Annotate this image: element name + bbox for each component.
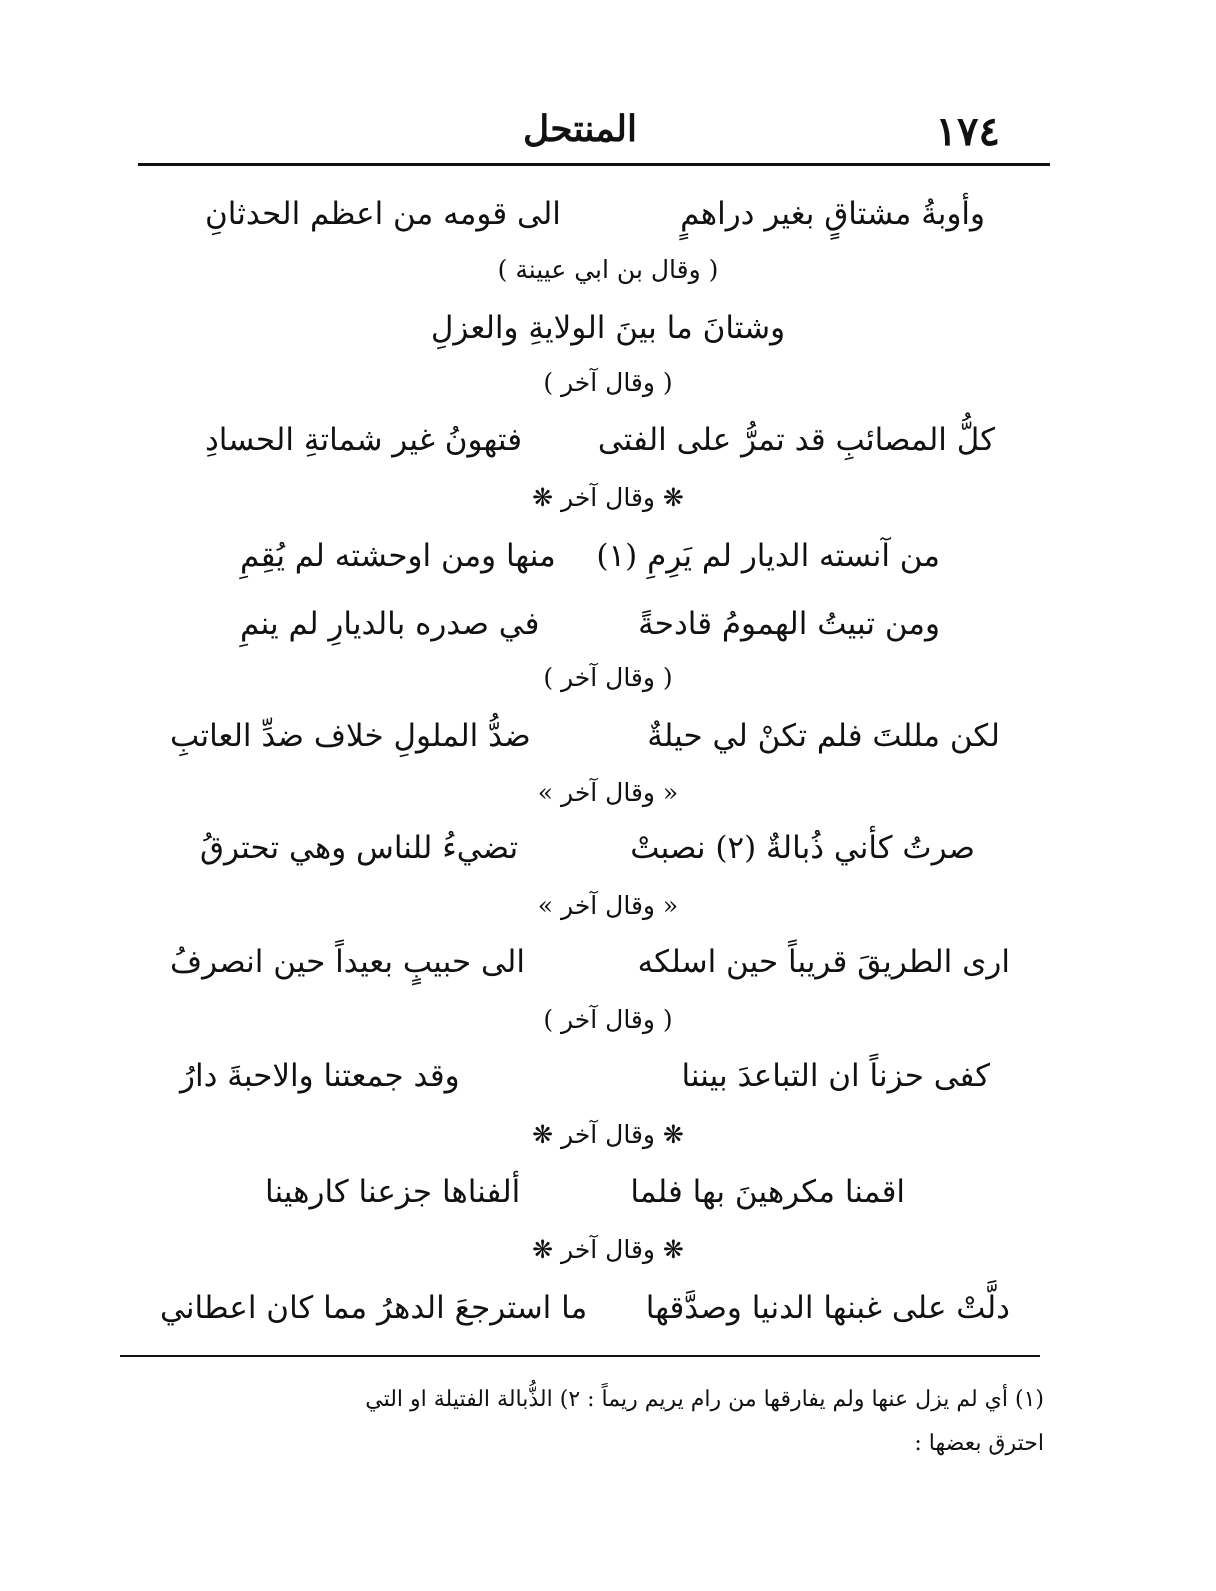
verse-line (240, 598, 940, 650)
attribution-heading: ❋ وقال آخر ❋ (532, 483, 684, 512)
verse-second-hemistich: الى قومه من اعظم الحدثانِ (205, 196, 561, 232)
running-title: المنتحل (522, 108, 637, 150)
verse-second-hemistich: منها ومن اوحشته لم يُقِمِ (240, 538, 556, 574)
footnote-line: احترق بعضها : (914, 1431, 1044, 1456)
attribution-heading: ( وقال آخر ) (543, 1005, 673, 1034)
verse-line (200, 822, 975, 874)
verse-line (160, 1282, 1010, 1334)
verse-first-hemistich: ومن تبيتُ الهمومُ قادحةً (638, 606, 940, 642)
footnote-line: (١) أي لم يزل عنها ولم يفارقها من رام يريم ريماً : ٢) الذُّبالة الفتيلة او التي (365, 1387, 1044, 1412)
verse-first-hemistich: ارى الطريقَ قريباً حين اسلكه (637, 944, 1010, 980)
verse-second-hemistich: ألفناها جزعنا كارهينا (265, 1174, 521, 1210)
attribution-heading: ( وقال آخر ) (543, 368, 673, 397)
footnotes (112, 1378, 1044, 1466)
single-hemistich-verse: وشتانَ ما بينَ الولايةِ والعزلِ (430, 310, 786, 346)
footnote-rule (120, 1355, 1040, 1357)
verse-first-hemistich: من آنسته الديار لم يَرِمِ (١) (596, 538, 940, 574)
attribution-heading: ❋ وقال آخر ❋ (532, 1120, 684, 1149)
attribution-heading: ( وقال بن ابي عيينة ) (497, 255, 719, 284)
verse-first-hemistich: صرتُ كأني ذُبالةٌ (٢) نصبتْ (630, 830, 975, 866)
attribution-heading: ❋ وقال آخر ❋ (532, 1235, 684, 1264)
verse-second-hemistich: الى حبيبٍ بعيداً حين انصرفُ (170, 944, 525, 980)
verse-second-hemistich: ما استرجعَ الدهرُ مما كان اعطاني (160, 1290, 588, 1326)
verse-line (265, 1166, 905, 1218)
verse-second-hemistich: فتهونُ غير شماتةِ الحسادِ (205, 422, 523, 458)
verse-second-hemistich: في صدره بالديارِ لم ينمِ (240, 606, 540, 642)
verse-second-hemistich: وقد جمعتنا والاحبةَ دارُ (180, 1058, 460, 1094)
page-number: ١٧٤ (935, 108, 1000, 155)
verse-first-hemistich: اقمنا مكرهينَ بها فلما (630, 1174, 905, 1210)
verse-first-hemistich: وأوبةُ مشتاقٍ بغير دراهمٍ (680, 196, 985, 232)
verse-line (170, 710, 1000, 762)
verse-second-hemistich: ضدُّ الملولِ خلاف ضدِّ العاتبِ (170, 718, 531, 754)
verse-line (180, 1050, 990, 1102)
verse-first-hemistich: كلُّ المصائبِ قد تمرُّ على الفتى (597, 422, 995, 458)
verse-first-hemistich: كفى حزناً ان التباعدَ بيننا (681, 1058, 990, 1094)
verse-line (240, 530, 940, 582)
header-rule (138, 163, 1050, 166)
verse-second-hemistich: تضيءُ للناس وهي تحترقُ (200, 830, 519, 866)
verse-first-hemistich: لكن مللتَ فلم تكنْ لي حيلةٌ (647, 718, 1000, 754)
attribution-heading: ( وقال آخر ) (543, 663, 673, 692)
verse-line (205, 188, 985, 240)
verse-line (170, 936, 1010, 988)
attribution-heading: « وقال آخر » (537, 778, 679, 807)
verse-line (205, 414, 995, 466)
attribution-heading: « وقال آخر » (537, 891, 679, 920)
verse-first-hemistich: دلَّتْ على غبنها الدنيا وصدَّقها (645, 1290, 1010, 1326)
